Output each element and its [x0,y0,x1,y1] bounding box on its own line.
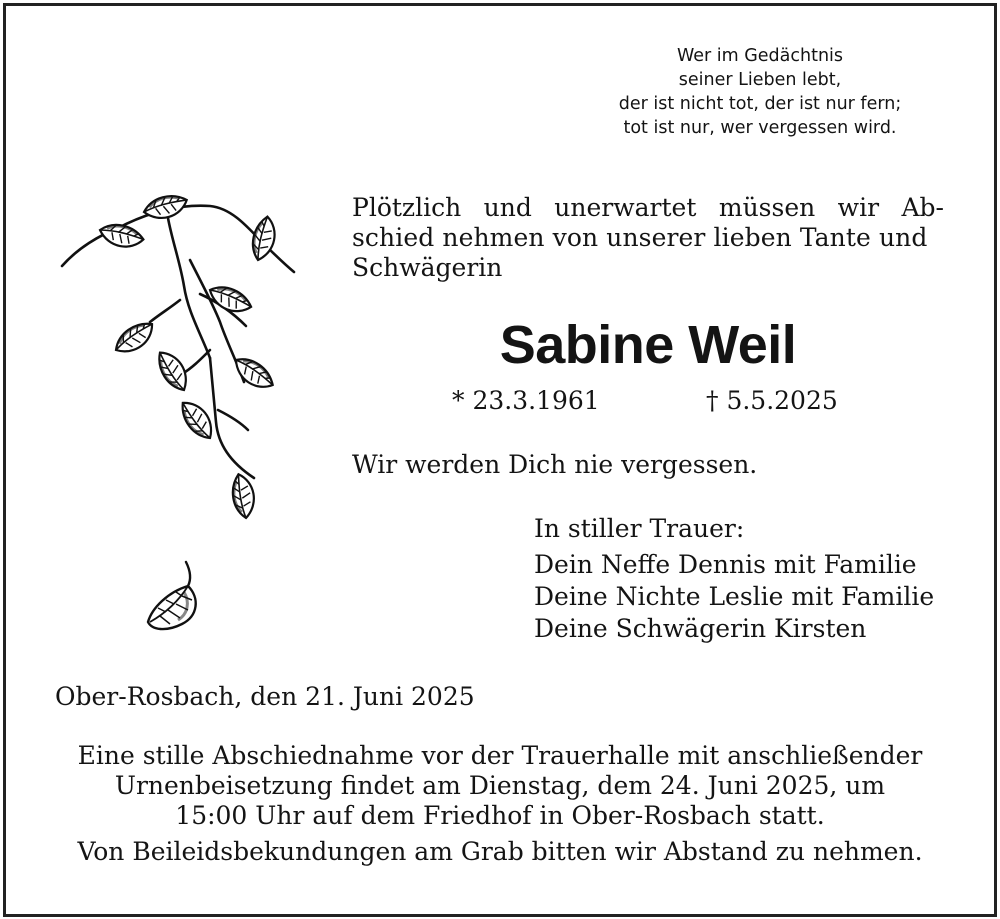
ceremony-notice [40,741,960,867]
deceased-name: Sabine Weil [499,315,797,375]
birch-branch-illustration [50,190,320,530]
mourners-block [534,513,934,645]
ceremony-line: 15:00 Uhr auf dem Friedhof in Ober-Rosbach statt. [175,801,825,830]
ceremony-line: Eine stille Abschiednahme vor der Trauerhalle mit anschließender [77,741,923,770]
mourner-name: Deine Schwägerin Kirsten [534,614,867,643]
poem-line: Wer im Gedächtnis [676,46,844,66]
intro-line: Schwägerin [352,253,503,282]
death-date: † 5.5.2025 [706,386,838,415]
condolence-request: Von Beileidsbekundungen am Grab bitten wir Abstand zu nehmen. [77,837,923,866]
poem-line: seiner Lieben lebt, [678,70,842,90]
intro-paragraph [352,193,944,283]
branch-leaves [97,194,281,519]
memorial-poem [560,44,960,140]
farewell-line: Wir werden Dich nie vergessen. [352,450,758,479]
mourner-name: Dein Neffe Dennis mit Familie [534,550,917,579]
falling-leaf-illustration [138,558,210,638]
mourners-heading: In stiller Trauer: [534,514,745,543]
intro-line: schied nehmen von unserer lieben Tante und [352,223,928,252]
intro-line: Plötzlich und unerwartet müssen wir Ab- [352,193,944,222]
place-and-date: Ober-Rosbach, den 21. Juni 2025 [55,682,475,711]
mourner-name: Deine Nichte Leslie mit Familie [534,582,935,611]
poem-line: der ist nicht tot, der ist nur fern; [618,94,902,114]
ceremony-line: Urnenbeisetzung findet am Dienstag, dem 24. Juni 2025, um [114,771,886,800]
birth-date: * 23.3.1961 [452,386,600,415]
poem-line: tot ist nur, wer vergessen wird. [623,118,897,138]
